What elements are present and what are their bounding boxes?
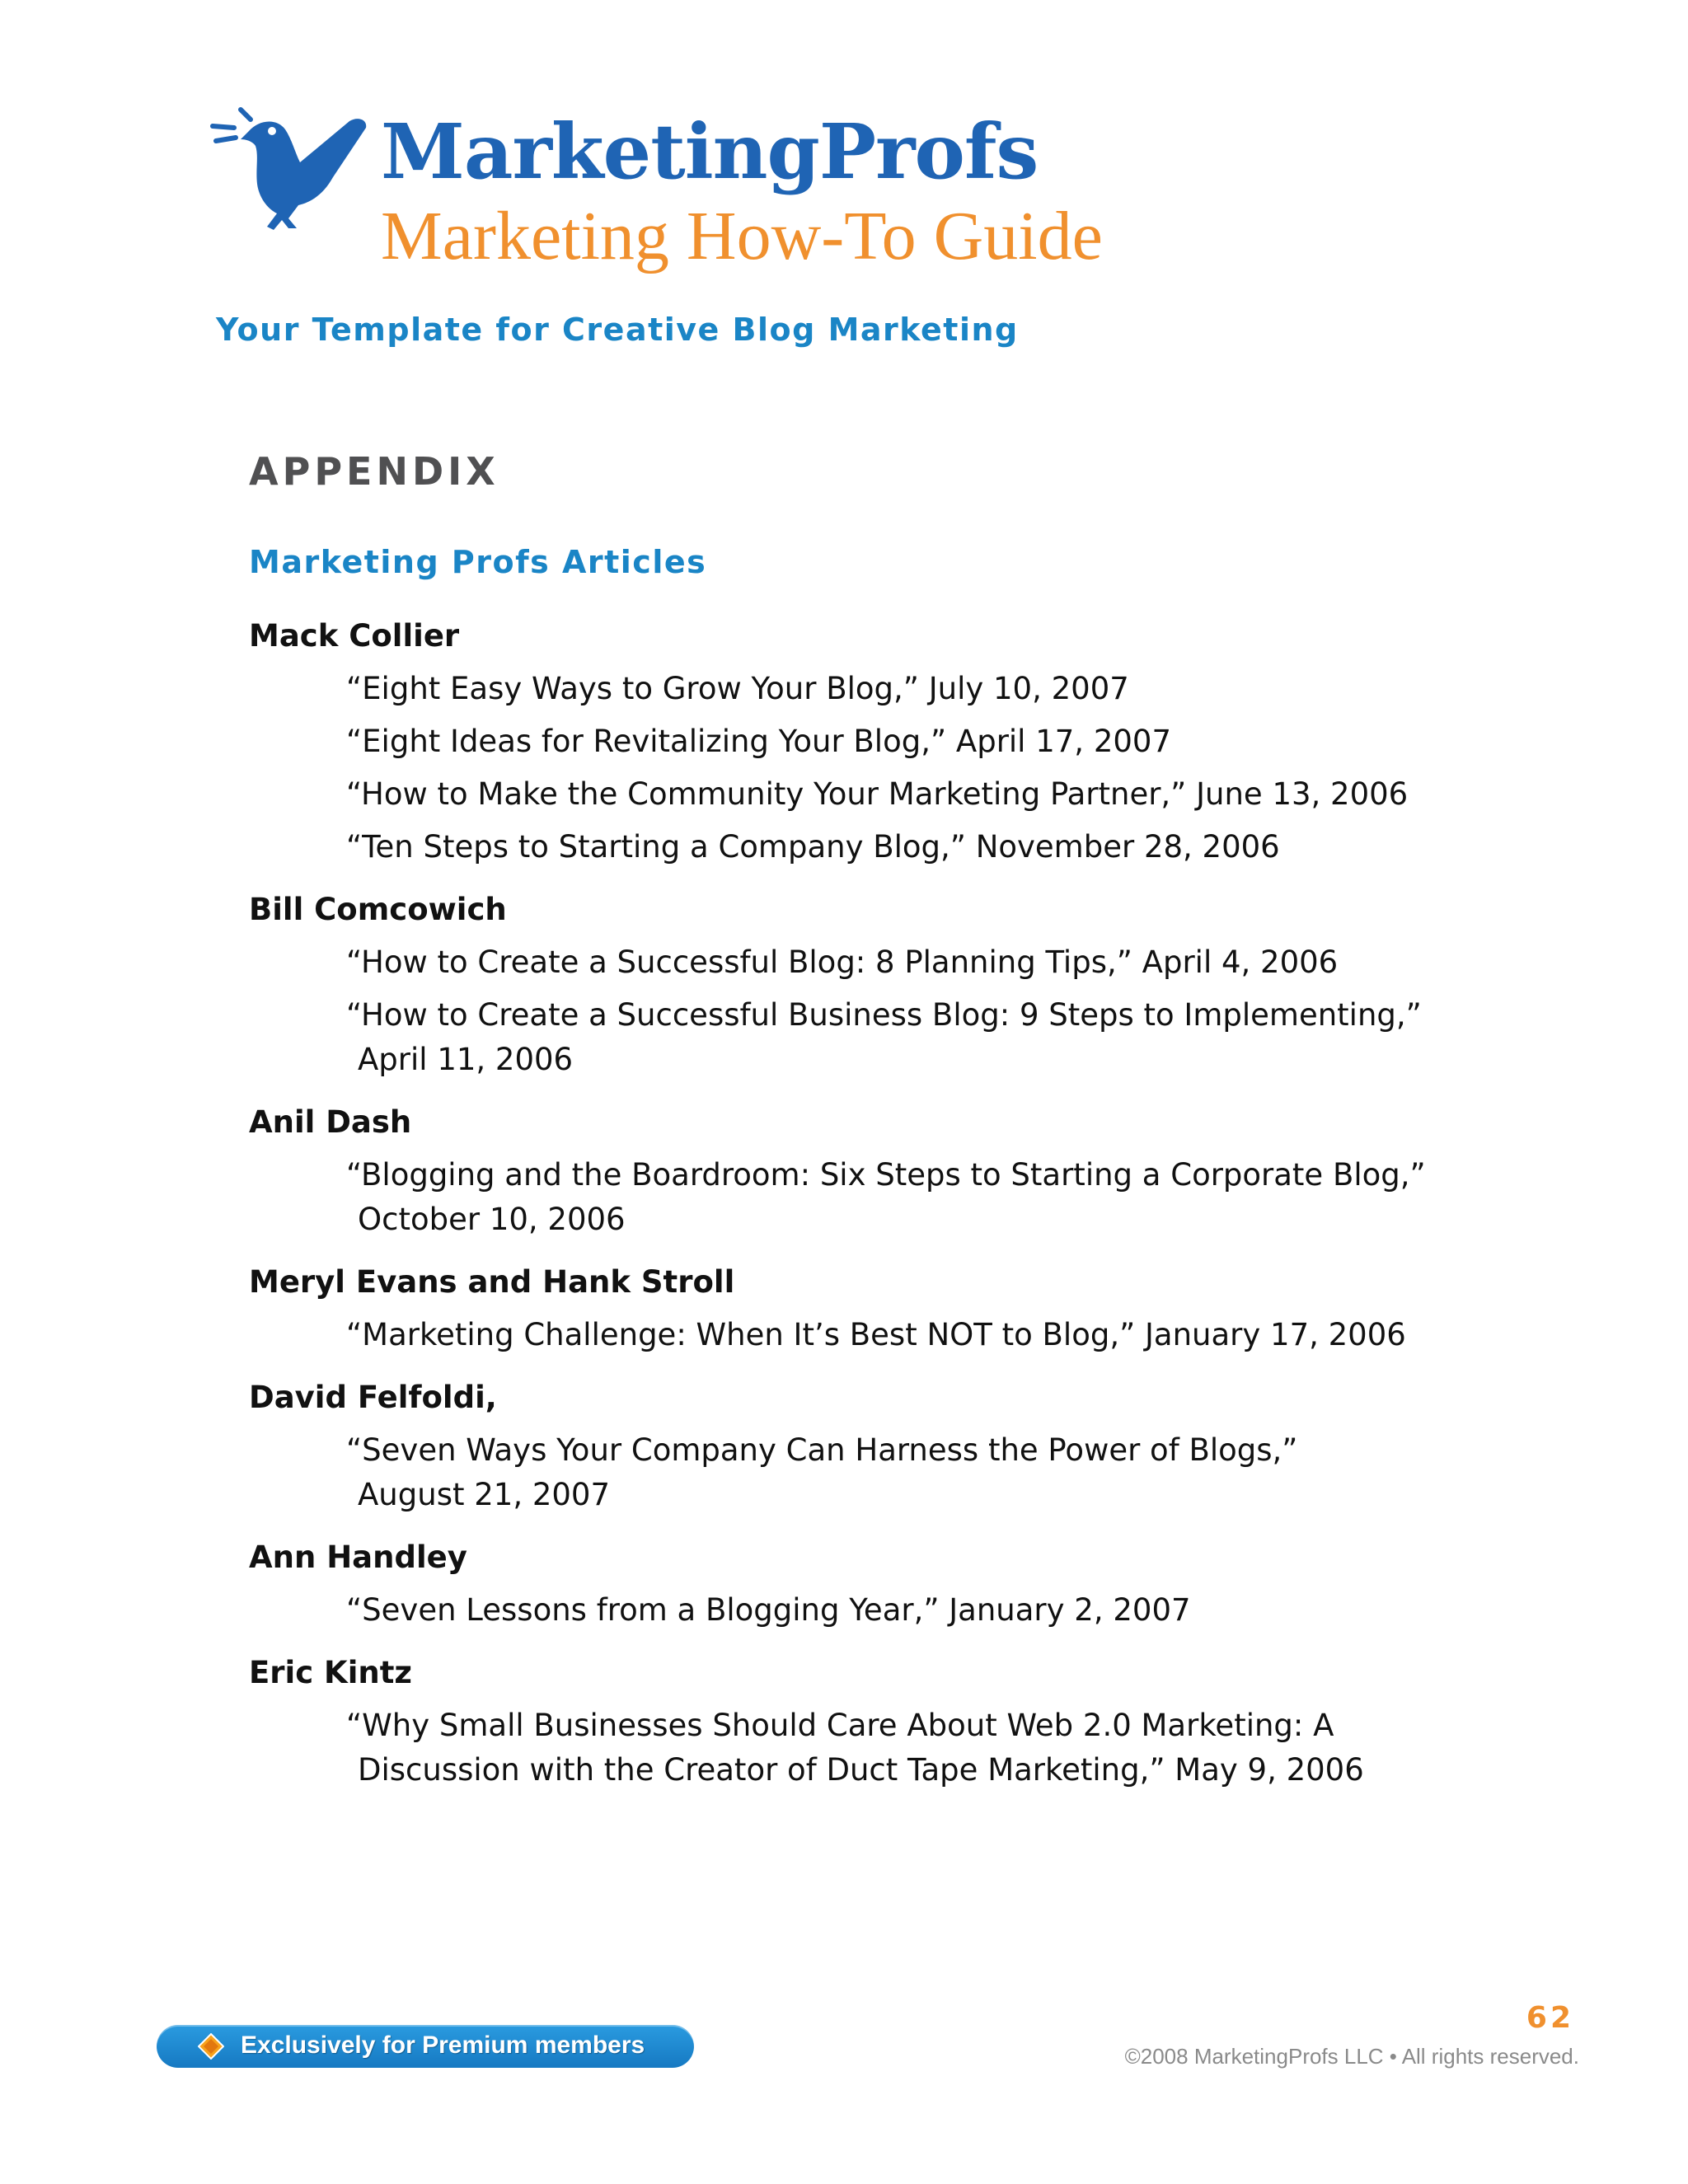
article-citation	[346, 1428, 1485, 1517]
citation-line-continued: April 11, 2006	[358, 1042, 574, 1077]
author-group	[249, 1100, 1485, 1242]
citation-line-continued: August 21, 2007	[358, 1477, 611, 1512]
page-number: 62	[1526, 2001, 1574, 2035]
article-citation	[346, 993, 1485, 1082]
article-citation	[346, 1313, 1485, 1357]
brand-wordmark: MarketingProfs	[381, 107, 1039, 196]
subsection-heading: Marketing Profs Articles	[249, 544, 707, 580]
article-citation	[346, 772, 1485, 817]
copyright-notice: ©2008 MarketingProfs LLC • All rights reserved.	[1124, 2044, 1579, 2069]
citation-line-continued: October 10, 2006	[358, 1202, 626, 1237]
author-group	[249, 1260, 1485, 1357]
author-group	[249, 888, 1485, 1082]
section-heading: APPENDIX	[249, 449, 499, 494]
premium-badge-label: Exclusively for Premium members	[241, 2032, 645, 2059]
citation-line: “Eight Ideas for Revitalizing Your Blog,” April 17, 2007	[346, 724, 1171, 759]
author-group	[249, 614, 1485, 869]
author-name: Meryl Evans and Hank Stroll	[249, 1264, 735, 1300]
author-group	[249, 1376, 1485, 1517]
author-group	[249, 1651, 1485, 1793]
diamond-icon	[198, 2033, 224, 2060]
article-citation	[346, 719, 1485, 764]
citation-line: “How to Create a Successful Business Blog: 9 Steps to Implementing,”	[346, 997, 1422, 1033]
page-subtitle: Your Template for Creative Blog Marketing	[216, 312, 1019, 348]
citation-line: “Why Small Businesses Should Care About Web 2.0 Marketing: A	[346, 1708, 1334, 1743]
citation-line: “How to Make the Community Your Marketing Partner,” June 13, 2006	[346, 776, 1409, 812]
citation-line-continued: Discussion with the Creator of Duct Tape Marketing,” May 9, 2006	[358, 1752, 1364, 1788]
citation-line: “Seven Lessons from a Blogging Year,” January 2, 2007	[346, 1592, 1191, 1628]
author-name: David Felfoldi,	[249, 1380, 497, 1415]
author-name: Anil Dash	[249, 1104, 412, 1140]
author-name: Bill Comcowich	[249, 892, 507, 927]
author-name: Mack Collier	[249, 618, 460, 654]
citation-line: “Ten Steps to Starting a Company Blog,” November 28, 2006	[346, 829, 1280, 865]
author-name: Eric Kintz	[249, 1655, 412, 1690]
citation-line: “Eight Easy Ways to Grow Your Blog,” July 10, 2007	[346, 671, 1129, 706]
bluebird-logo-icon	[209, 103, 374, 235]
premium-members-badge	[157, 2025, 694, 2068]
article-list	[249, 614, 1485, 1811]
article-citation	[346, 667, 1485, 711]
citation-line: “Seven Ways Your Company Can Harness the Power of Blogs,”	[346, 1432, 1298, 1468]
article-citation	[346, 1588, 1485, 1633]
article-citation	[346, 940, 1485, 985]
article-citation	[346, 1153, 1485, 1242]
article-citation	[346, 1704, 1485, 1793]
author-group	[249, 1535, 1485, 1633]
citation-line: “How to Create a Successful Blog: 8 Planning Tips,” April 4, 2006	[346, 944, 1339, 980]
author-name: Ann Handley	[249, 1540, 467, 1575]
citation-line: “Blogging and the Boardroom: Six Steps to Starting a Corporate Blog,”	[346, 1157, 1426, 1193]
guide-title: Marketing How-To Guide	[381, 198, 1103, 274]
article-citation	[346, 825, 1485, 869]
citation-line: “Marketing Challenge: When It’s Best NOT to Blog,” January 17, 2006	[346, 1317, 1406, 1352]
